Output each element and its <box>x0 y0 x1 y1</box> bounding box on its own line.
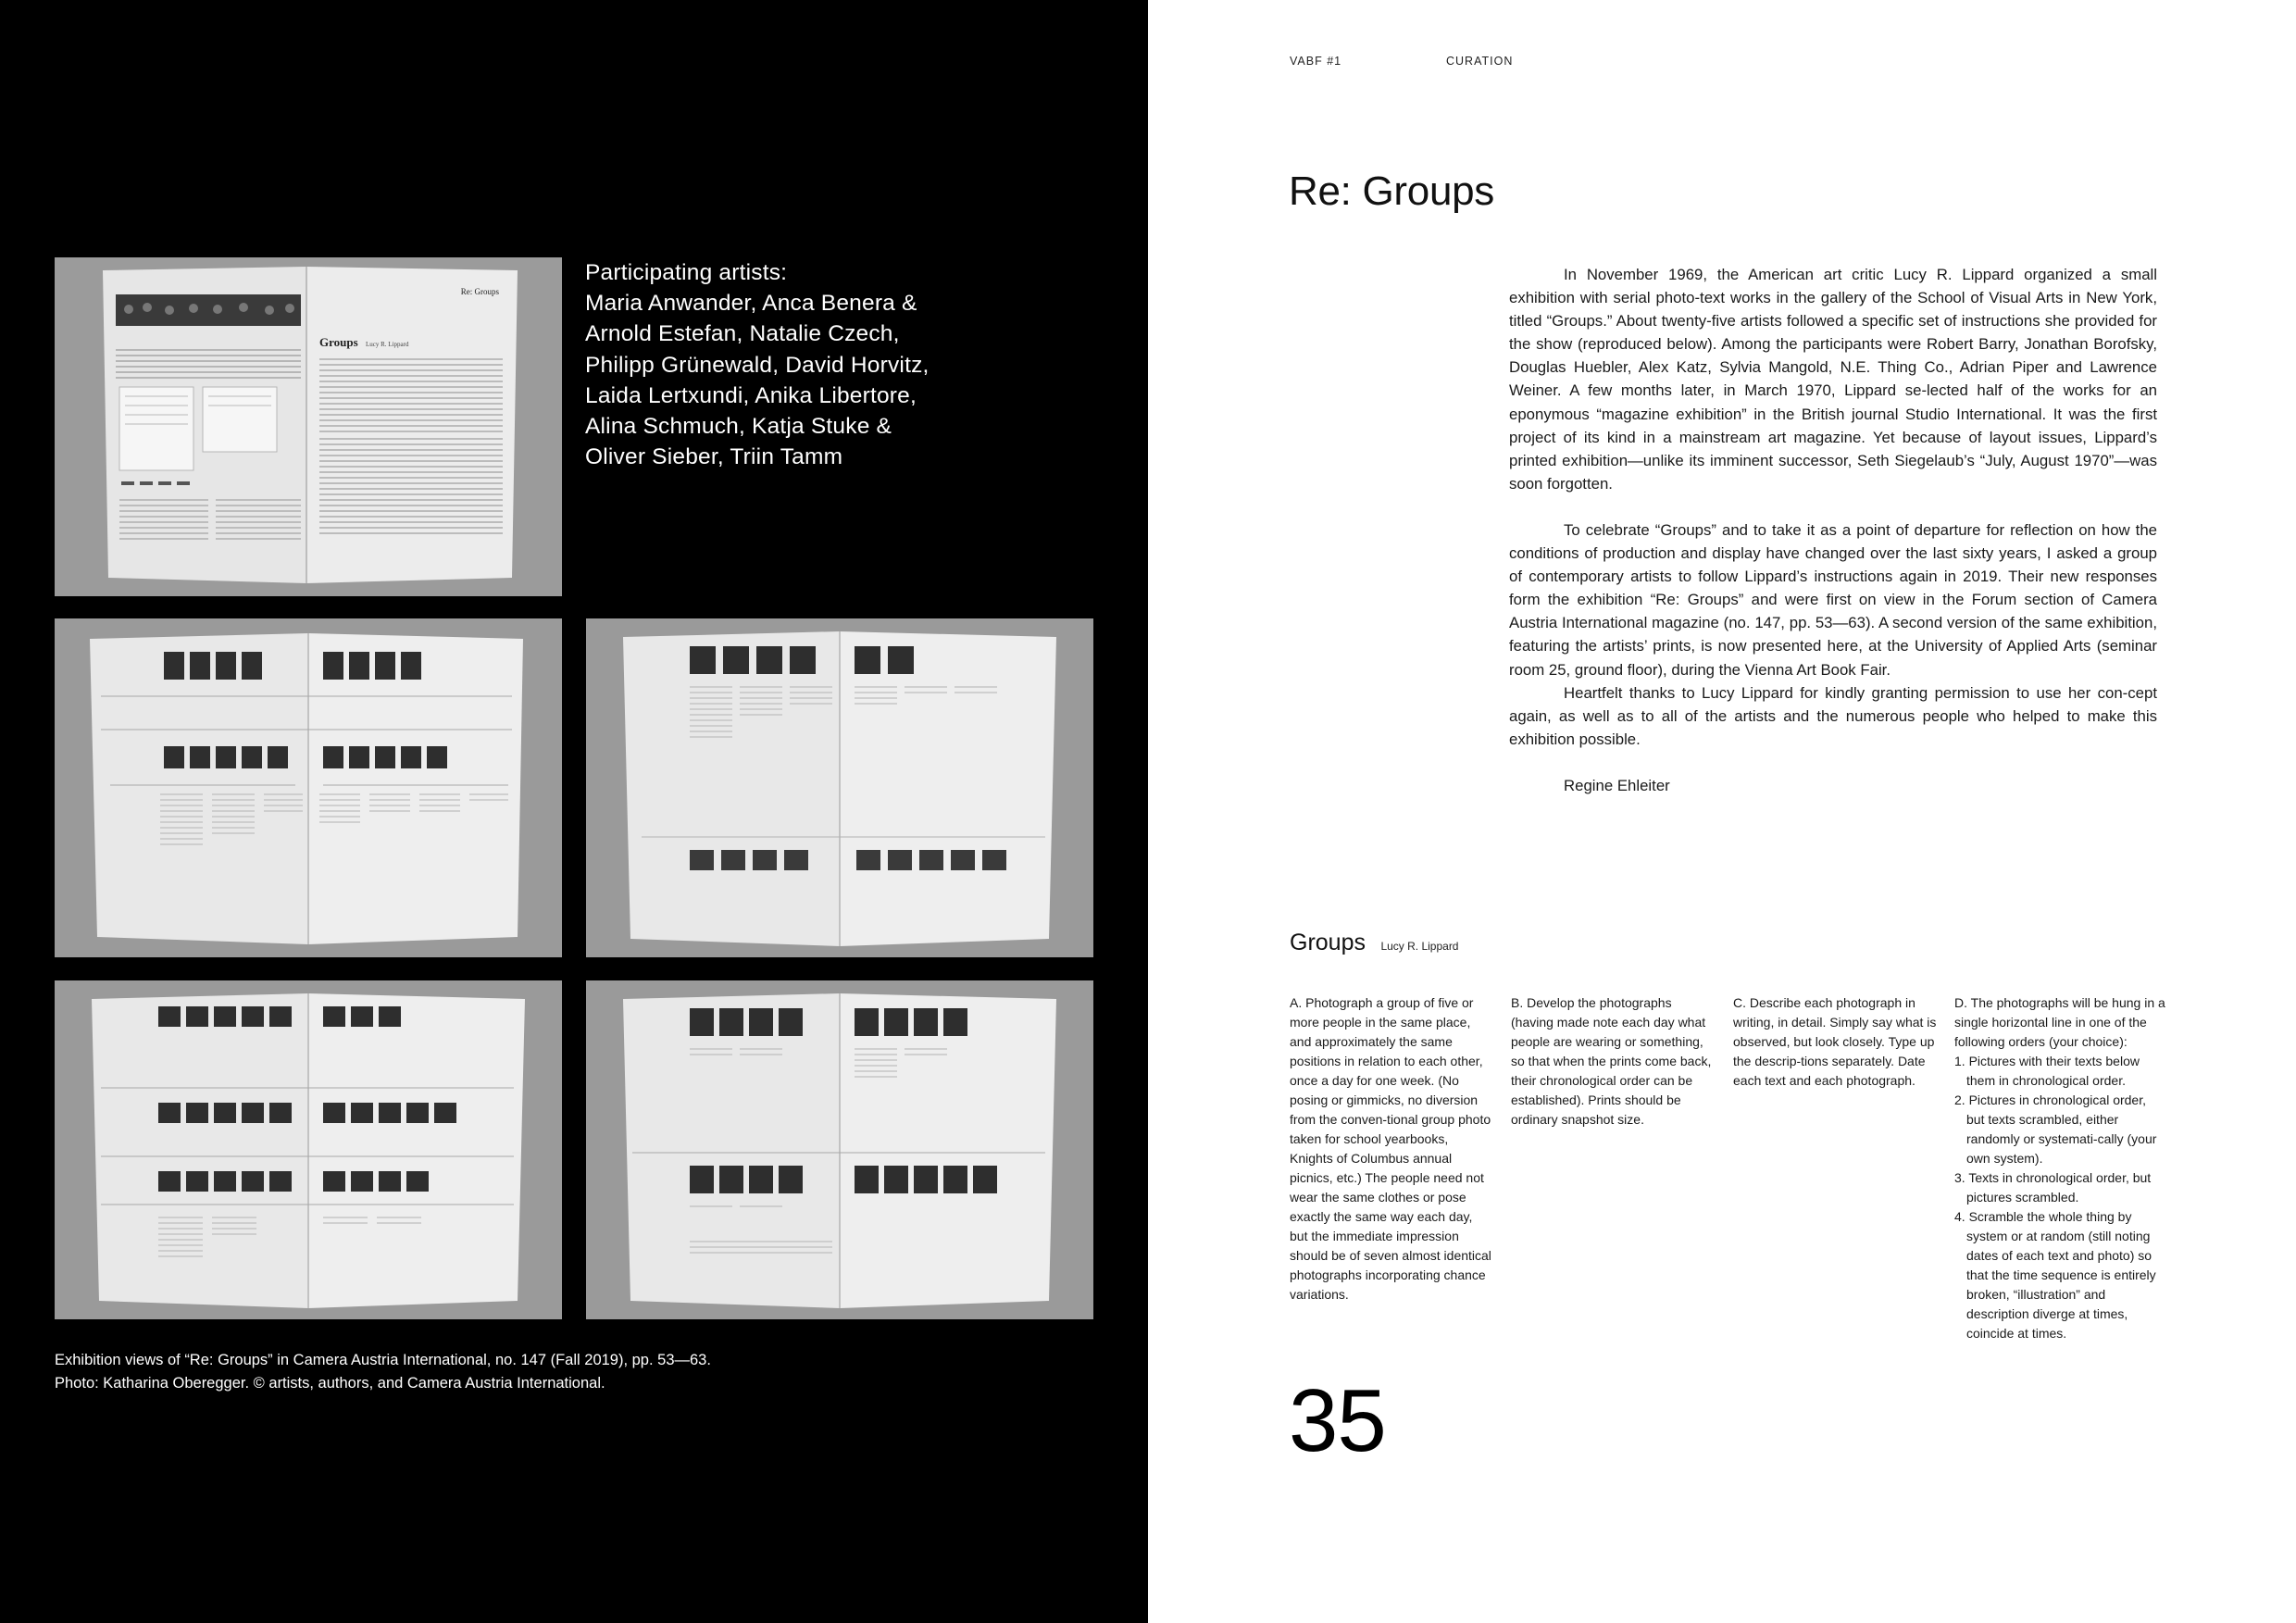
instruction-b: B. Develop the photographs (having made note each day what people are wearing or something, so that when the prints come back, their chronological order can be established). Prints should be ordinary snapshot size. <box>1511 995 1712 1127</box>
magazine-photo-spread-4 <box>55 980 562 1319</box>
essay-paragraph: To celebrate “Groups” and to take it as a point of departure for reflection on how the conditions of production and display have changed over the last sixty years, I asked a group of contemporary artists to follow Lippard’s instructions again in 2019. Their new responses form the exhibition “Re: Groups” and were first on view in the Forum section of Camera Austria International magazine (no. 147, pp. 53—63). A second version of the same exhibition, featuring the artists’ prints, is now presented here, at the University of Applied Arts (seminar room 25, ground floor), during the Vienna Art Book Fair. <box>1509 520 2157 679</box>
groups-title: Groups <box>1290 930 1366 955</box>
artists-line: Oliver Sieber, Triin Tamm <box>585 444 843 470</box>
magazine-photo-spread-2 <box>55 618 562 957</box>
page-title: Re: Groups <box>1289 169 1494 214</box>
byline-text: Lucy R. Lippard <box>366 341 409 348</box>
instruction-d-item: 4. Scramble the whole thing by system or at random (still noting dates of each text and photo) so that the time sequence is entirely broken, “illustration” and description diverge at times, coincide at times. <box>1954 1209 2156 1341</box>
magazine-photo-spread-5 <box>586 980 1093 1319</box>
page-number: 35 <box>1289 1371 1386 1470</box>
groups-heading <box>1290 930 1458 956</box>
photo-caption <box>55 1349 1092 1394</box>
instruction-a: A. Photograph a group of five or more people in the same place, and approximately the same positions in relation to each other, once a day for one week. (No posing or gimmicks, no diversion from the conven-tional group photo taken for school yearbooks, Knights of Columbus annual picnics, etc.) The people need not wear the same clothes or pose exactly the same way each day, but the immediate impression should be of seven almost identical photographs incorporating chance variations. <box>1290 995 1491 1302</box>
instruction-d-item: 3. Texts in chronological order, but pictures scrambled. <box>1954 1170 2152 1205</box>
participating-artists <box>585 257 1029 472</box>
instruction-d-item: 1. Pictures with their texts below them in chronological order. <box>1954 1054 2140 1088</box>
essay-paragraph: Heartfelt thanks to Lucy Lippard for kindly granting permission to use her con-cept again, as well as to all of the artists and the numerous people who helped to make this exhibition possible. <box>1509 683 2157 748</box>
artists-line: Alina Schmuch, Katja Stuke & <box>585 414 892 440</box>
groups-heading-text: Groups <box>319 335 358 349</box>
right-page <box>1148 0 2296 1623</box>
essay-signature: Regine Ehleiter <box>1564 776 1670 794</box>
instruction-c: C. Describe each photograph in writing, in detail. Simply say what is observed, but look closely. Type up the descrip-tions separately. Date each text and each photograph. <box>1733 995 1937 1088</box>
instruction-d-list <box>1954 1052 2167 1343</box>
essay-body <box>1509 263 2157 797</box>
instruction-d-intro: D. The photographs will be hung in a single horizontal line in one of the following orders (your choice): <box>1954 995 2165 1049</box>
essay-paragraph: In November 1969, the American art critic Lucy R. Lippard organized a small exhibition with serial photo-text works in the gallery of the School of Visual Arts in New York, titled “Groups.” About twenty-five artists followed a specific set of instructions she provided for the show (reproduced below). Among the participants were Robert Barry, Jonathan Borofsky, Douglas Huebler, Alex Katz, Sylvia Mangold, N.E. Thing Co., Adrian Piper and Lawrence Weiner. A few months later, in March 1970, Lippard se-lected half of the works for an eponymous “magazine exhibition” in the British journal Studio International. It was the first project of its kind in a mainstream art magazine. Yet because of layout issues, Lippard’s printed exhibition—unlike its imminent successor, Seth Siegelaub’s “July, August 1970”—was soon forgotten. <box>1509 266 2157 493</box>
artists-line: Arnold Estefan, Natalie Czech, <box>585 321 900 347</box>
running-head-section: CURATION <box>1446 55 1514 68</box>
instruction-d <box>1954 993 2167 1343</box>
magazine-photo-groups-original <box>55 257 562 596</box>
caption-line: Exhibition views of “Re: Groups” in Camera Austria International, no. 147 (Fall 2019), pp. 53—63. <box>55 1352 711 1368</box>
caption-line: Photo: Katharina Oberegger. © artists, authors, and Camera Austria International. <box>55 1374 605 1392</box>
artists-line: Maria Anwander, Anca Benera & <box>585 291 917 317</box>
artists-heading: Participating artists: <box>585 260 788 285</box>
masthead-text: Re: Groups <box>460 287 499 296</box>
running-head-publication: VABF #1 <box>1290 55 1342 68</box>
instruction-d-item: 2. Pictures in chronological order, but texts scrambled, either randomly or systemati-cally (your own system). <box>1954 1092 2157 1166</box>
artists-line: Laida Lertxundi, Anika Libertore, <box>585 382 917 408</box>
magazine-photo-spread-3 <box>586 618 1093 957</box>
artists-line: Philipp Grünewald, David Horvitz, <box>585 352 930 378</box>
groups-author: Lucy R. Lippard <box>1380 940 1459 953</box>
